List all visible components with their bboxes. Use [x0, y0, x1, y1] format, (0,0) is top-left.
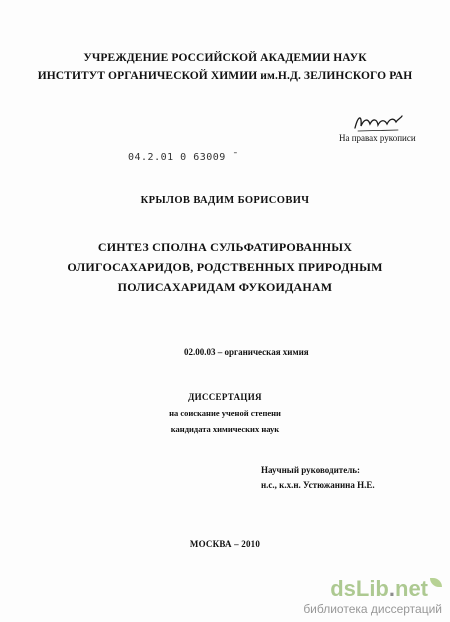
- watermark: [303, 575, 442, 616]
- dissertation-title-line-2: ОЛИГОСАХАРИДОВ, РОДСТВЕННЫХ ПРИРОДНЫМ: [67, 260, 383, 274]
- leaf-icon: [430, 578, 442, 587]
- watermark-dot: .: [388, 575, 395, 601]
- institution-name: УЧРЕЖДЕНИЕ РОССИЙСКОЙ АКАДЕМИИ НАУК: [83, 52, 367, 64]
- dissertation-title-line-1: СИНТЕЗ СПОЛНА СУЛЬФАТИРОВАННЫХ: [97, 240, 353, 254]
- supervisor-label: Научный руководитель:: [261, 465, 360, 475]
- degree-line-1: на соискание ученой степени: [169, 408, 281, 418]
- specialty-code: 02.00.03 – органическая химия: [184, 347, 309, 357]
- watermark-logo: [303, 575, 442, 601]
- author-name: КРЫЛОВ ВАДИМ БОРИСОВИЧ: [140, 195, 310, 206]
- supervisor-name: н.с., к.х.н. Устюжанина Н.Е.: [261, 480, 375, 490]
- rights-note: На правах рукописи: [339, 133, 416, 143]
- dissertation-title-line-3: ПОЛИСАХАРИДАМ ФУКОИДАНАМ: [117, 280, 333, 294]
- watermark-brand: dsLib: [330, 575, 389, 601]
- registration-number: 04.2.01 0 63009 ˉ: [128, 152, 239, 163]
- watermark-tld: net: [395, 575, 428, 601]
- watermark-subtitle: библиотека диссертаций: [303, 601, 442, 616]
- dissertation-label: ДИССЕРТАЦИЯ: [188, 392, 262, 402]
- city-year: МОСКВА – 2010: [189, 539, 261, 549]
- institute-name: ИНСТИТУТ ОРГАНИЧЕСКОЙ ХИМИИ им.Н.Д. ЗЕЛИНСКОГО РАН: [37, 70, 413, 82]
- degree-line-2: кандидата химических наук: [170, 424, 280, 434]
